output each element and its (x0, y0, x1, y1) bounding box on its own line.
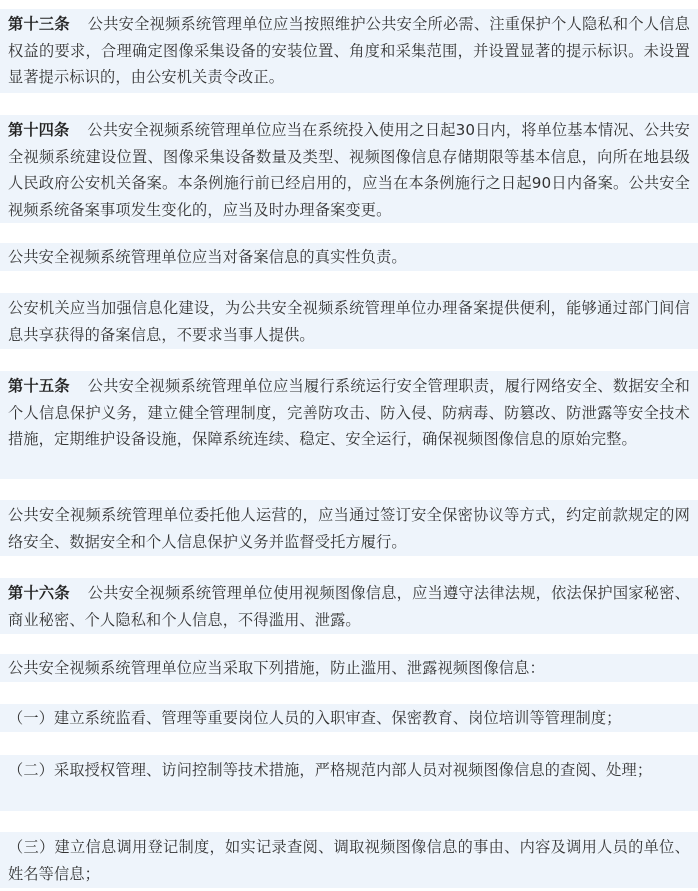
article-14-heading: 第十四条 (8, 121, 70, 139)
article-16-paragraph (0, 578, 698, 634)
article-15-clause-2 (0, 500, 698, 556)
measure-item-3 (0, 832, 698, 888)
article-14-clause-3 (0, 293, 698, 349)
article-14-clause-2 (0, 243, 698, 271)
article-15-heading: 第十五条 (8, 377, 70, 395)
article-14-clause-2-text: 公共安全视频系统管理单位应当对备案信息的真实性负责。 (8, 248, 407, 266)
measure-item-2-text: （二）采取授权管理、访问控制等技术措施，严格规范内部人员对视频图像信息的查阅、处理； (8, 761, 653, 779)
measure-item-3-text: （三）建立信息调用登记制度，如实记录查阅、调取视频图像信息的事由、内容及调用人员的单位、姓名等信息； (8, 838, 690, 883)
article-14-paragraph (0, 115, 698, 223)
article-16-clause-2-text: 公共安全视频系统管理单位应当采取下列措施，防止滥用、泄露视频图像信息： (8, 659, 545, 677)
measure-item-1-text: （一）建立系统监看、管理等重要岗位人员的入职审查、保密教育、岗位培训等管理制度； (8, 709, 622, 727)
article-15-paragraph (0, 371, 698, 479)
article-15-clause-2-text: 公共安全视频系统管理单位委托他人运营的，应当通过签订安全保密协议等方式，约定前款规定的网络安全、数据安全和个人信息保护义务并监督受托方履行。 (8, 506, 690, 551)
article-13-text: 公共安全视频系统管理单位应当按照维护公共安全所必需、注重保护个人隐私和个人信息权益的要求，合理确定图像采集设备的安装位置、角度和采集范围，并设置显著的提示标识。未设置显著提示标识的，由公安机关责令改正。 (8, 15, 690, 86)
article-14-clause-3-text: 公安机关应当加强信息化建设，为公共安全视频系统管理单位办理备案提供便利，能够通过部门间信息共享获得的备案信息，不要求当事人提供。 (8, 299, 690, 344)
article-13-heading: 第十三条 (8, 15, 70, 33)
article-15-text: 公共安全视频系统管理单位应当履行系统运行安全管理职责，履行网络安全、数据安全和个人信息保护义务，建立健全管理制度，完善防攻击、防入侵、防病毒、防篡改、防泄露等安全技术措施，定期维护设备设施，保障系统连续、稳定、安全运行，确保视频图像信息的原始完整。 (8, 377, 690, 448)
article-16-text: 公共安全视频系统管理单位使用视频图像信息，应当遵守法律法规，依法保护国家秘密、商业秘密、个人隐私和个人信息，不得滥用、泄露。 (8, 584, 690, 629)
article-16-heading: 第十六条 (8, 584, 70, 602)
article-14-text: 公共安全视频系统管理单位应当在系统投入使用之日起30日内，将单位基本情况、公共安全视频系统建设位置、图像采集设备数量及类型、视频图像信息存储期限等基本信息，向所在地县级人民政府公安机关备案。本条例施行前已经启用的，应当在本条例施行之日起90日内备案。公共安全视频系统备案事项发生变化的，应当及时办理备案变更。 (8, 121, 690, 219)
measure-item-2 (0, 755, 698, 811)
article-16-clause-2 (0, 654, 698, 682)
article-13-paragraph (0, 9, 698, 93)
measure-item-1 (0, 704, 698, 732)
